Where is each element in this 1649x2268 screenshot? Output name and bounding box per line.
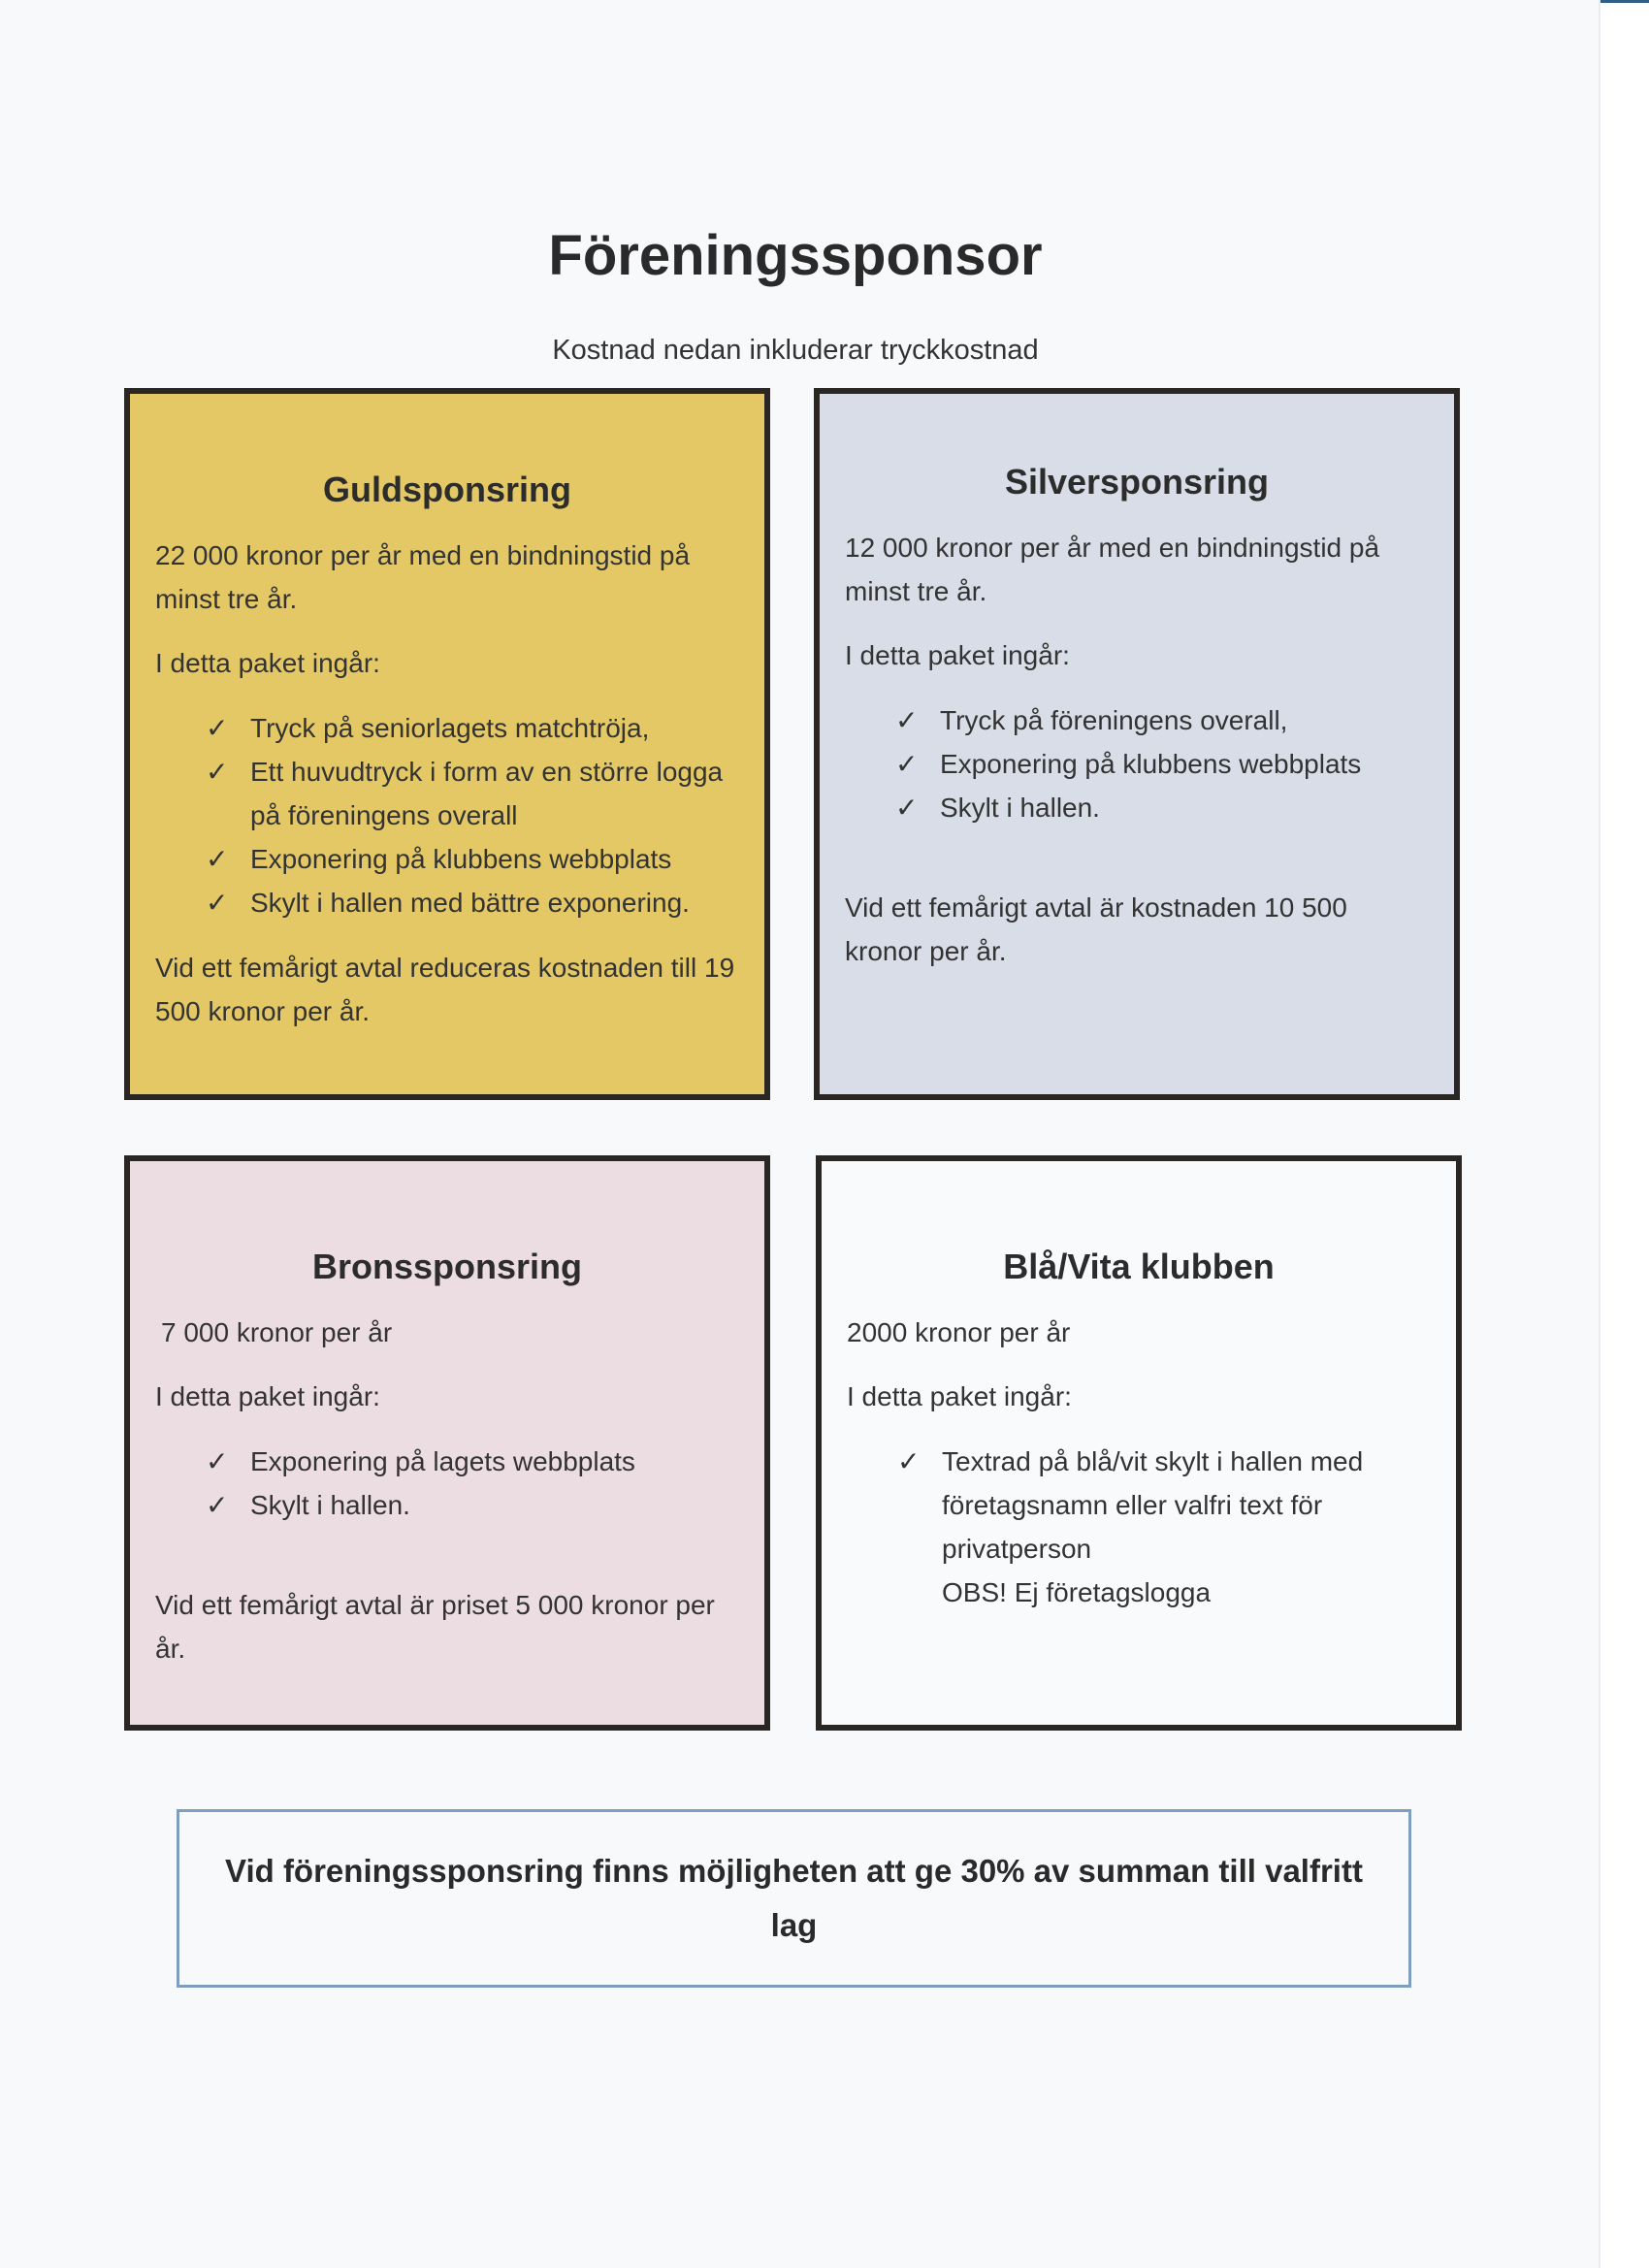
list-item-text: Ett huvudtryck i form av en större logga på föreningens overall [250,757,724,830]
list-item-text: Tryck på föreningens overall, [940,705,1288,735]
list-item [206,706,739,750]
package-card-gold [124,388,770,1100]
package-includes-label: I detta paket ingår: [845,640,1070,670]
package-note: Vid ett femårigt avtal är priset 5 000 kronor per år. [155,1590,715,1664]
list-item-text: Skylt i hallen. [250,1490,410,1520]
check-icon: ✓ [206,1446,229,1476]
list-item-text: Tryck på seniorlagets matchtröja, [250,713,650,743]
list-item-text: Skylt i hallen med bättre exponering. [250,888,690,918]
check-icon: ✓ [895,793,919,823]
list-item [206,837,739,881]
package-price: 2000 kronor per år [847,1317,1071,1347]
list-item [206,750,739,837]
list-item-text: Skylt i hallen. [940,793,1100,823]
package-includes-label: I detta paket ingår: [847,1381,1072,1411]
check-icon: ✓ [206,844,229,874]
page-subtitle: Kostnad nedan inkluderar tryckkostnad [552,335,1039,366]
package-price: 7 000 kronor per år [161,1317,393,1347]
check-icon: ✓ [897,1446,921,1476]
package-title: Bronssponsring [311,1247,582,1286]
package-includes-label: I detta paket ingår: [155,648,380,678]
list-item-text: Exponering på klubbens webbplats [250,844,672,874]
check-icon: ✓ [206,713,229,743]
package-title: Guldsponsring [323,470,571,509]
package-title: Blå/Vita klubben [1003,1247,1275,1286]
package-includes-label: I detta paket ingår: [155,1381,380,1411]
list-item [895,742,1429,786]
list-item [895,786,1429,829]
package-item-list [155,1440,739,1527]
package-extra-note: OBS! Ej företagslogga [942,1577,1212,1607]
package-item-list [155,706,739,924]
footer-notice [177,1809,1411,1988]
list-item-text: Exponering på lagets webbplats [250,1446,635,1476]
package-note: Vid ett femårigt avtal reduceras kostnaden till 19 500 kronor per år. [155,953,735,1026]
package-item-list [847,1440,1431,1571]
page-edge [1599,0,1649,2268]
page-title: Föreningssponsor [548,224,1043,287]
list-item [206,1440,739,1483]
check-icon: ✓ [206,757,229,787]
footer-text: Vid föreningssponsring finns möjligheten att ge 30% av summan till valfritt lag [225,1853,1363,1943]
list-item [895,698,1429,742]
list-item-text: Exponering på klubbens webbplats [940,749,1362,779]
package-title: Silversponsring [1004,462,1270,502]
package-item-list [845,698,1429,829]
check-icon: ✓ [895,749,919,779]
package-card-blue-white [816,1155,1462,1731]
list-item [897,1440,1431,1571]
list-item [206,881,739,924]
package-price: 22 000 kronor per år med en bindningstid på minst tre år. [155,540,691,614]
package-card-bronze [124,1155,770,1731]
check-icon: ✓ [895,705,919,735]
check-icon: ✓ [206,888,229,918]
check-icon: ✓ [206,1490,229,1520]
package-note: Vid ett femårigt avtal är kostnaden 10 500 kronor per år. [845,892,1347,966]
page-edge-mark [1600,0,1649,3]
list-item-text: Textrad på blå/vit skylt i hallen med företagsnamn eller valfri text för privatperson [942,1446,1364,1564]
package-price: 12 000 kronor per år med en bindningstid på minst tre år. [845,533,1380,606]
list-item [206,1483,739,1527]
package-card-silver [814,388,1460,1100]
